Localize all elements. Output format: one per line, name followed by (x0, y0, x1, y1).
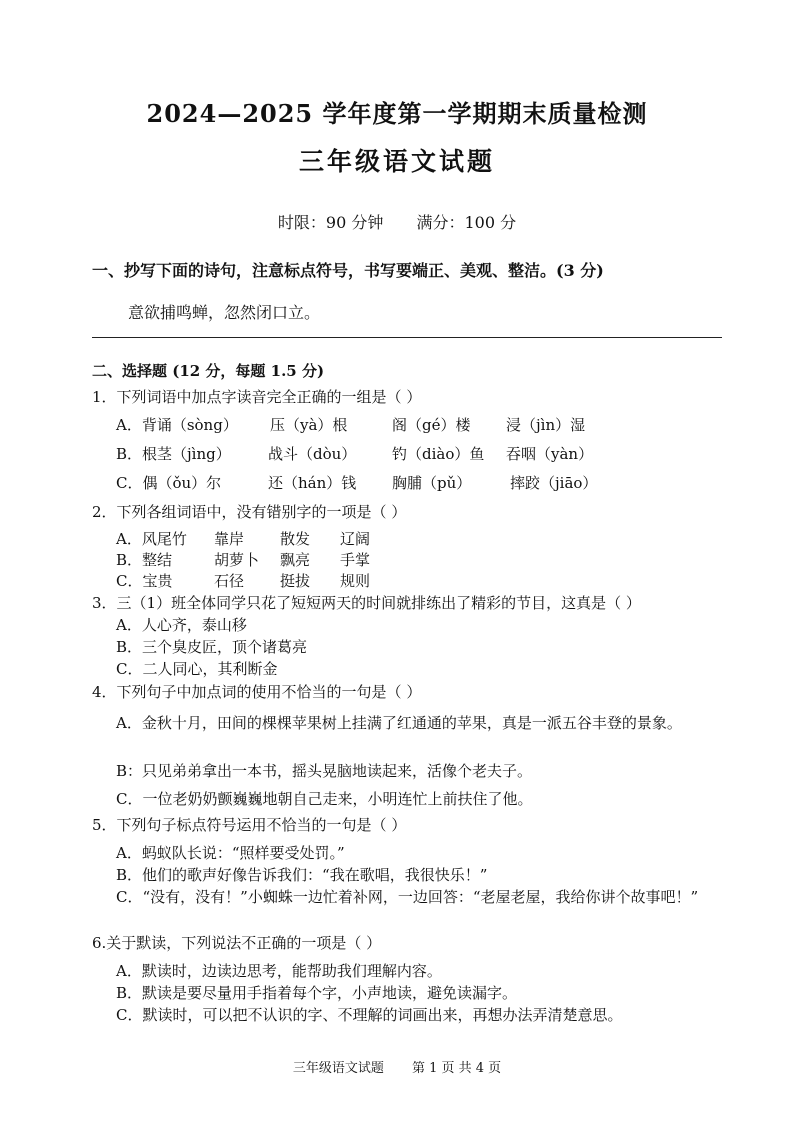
exam-info (0, 210, 794, 233)
q1-a-1: A．背诵（sòng） (116, 416, 238, 434)
q6-option-b: B．默读是要尽量用手指着每个字，小声地读，避免读漏字。 (116, 984, 518, 1002)
q2-b-3: 飘亮 (280, 551, 311, 569)
q1-c-1: C．偶（ǒu）尔 (116, 474, 222, 492)
q2-b-2: 胡萝卜 (214, 551, 260, 569)
q2-c-4: 规则 (340, 572, 371, 590)
q4-option-a: A．金秋十月，田间的棵棵苹果树上挂满了红通通的苹果，真是一派五谷丰登的景象。 (116, 714, 682, 732)
q5-stem: 5．下列句子标点符号运用不恰当的一句是（ ） (92, 816, 407, 834)
q1-b-4: 吞咽（yàn） (506, 445, 594, 463)
exam-subtitle: 三年级语文试题 (298, 147, 495, 176)
q1-c-2: 还（hán）钱 (268, 474, 357, 492)
footer-subject: 三年级语文试题 (292, 1061, 384, 1076)
q3-option-b: B．三个臭皮匠，顶个诸葛亮 (116, 638, 308, 656)
q1-b-3: 钓（diào）鱼 (392, 445, 485, 463)
time-limit: 时限：90 分钟 (277, 213, 384, 232)
full-score: 满分：100 分 (416, 213, 517, 232)
q1-a-4: 浸（jìn）湿 (506, 416, 586, 434)
q4-option-c: C．一位老奶奶颤巍巍地朝自己走来，小明连忙上前扶住了他。 (116, 790, 533, 808)
q4-option-b: B：只见弟弟拿出一本书，摇头晃脑地读起来，活像个老夫子。 (116, 762, 533, 780)
writing-line (92, 337, 722, 338)
q2-b-1: B．整结 (116, 551, 173, 569)
q1-c-3: 胸脯（pǔ） (392, 474, 472, 492)
poem-line: 意欲捕鸣蝉，忽然闭口立。 (128, 303, 321, 322)
q1-a-3: 阁（gé）楼 (392, 416, 471, 434)
q2-stem: 2．下列各组词语中，没有错别字的一项是（ ） (92, 503, 407, 521)
q1-c-4: 摔跤（jiāo） (510, 474, 598, 492)
q2-a-4: 辽阔 (340, 530, 371, 548)
q5-option-b: B．他们的歌声好像告诉我们：“我在歌唱，我很快乐！” (116, 866, 488, 884)
q3-option-c: C．二人同心，其利断金 (116, 660, 278, 678)
q6-option-c: C．默读时，可以把不认识的字、不理解的词画出来，再想办法弄清楚意思。 (116, 1006, 623, 1024)
q2-c-1: C．宝贵 (116, 572, 173, 590)
q2-c-2: 石径 (214, 572, 245, 590)
q4-stem: 4．下列句子中加点词的使用不恰当的一句是（ ） (92, 683, 422, 701)
section2-heading: 二、选择题 (12 分，每题 1.5 分) (92, 362, 325, 380)
q1-stem: 1．下列词语中加点字读音完全正确的一组是（ ） (92, 388, 422, 406)
q1-b-2: 战斗（dòu） (268, 445, 357, 463)
q3-stem: 3．三（1）班全体同学只花了短短两天的时间就排练出了精彩的节目，这真是（ ） (92, 594, 641, 612)
q2-b-4: 手掌 (340, 551, 371, 569)
page-footer (0, 1057, 794, 1076)
q1-a-2: 压（yà）根 (270, 416, 348, 434)
footer-page-number: 第 1 页 共 4 页 (411, 1061, 502, 1076)
exam-title: 2024—2025 学年度第一学期期末质量检测 (146, 99, 648, 128)
q6-option-a: A．默读时，边读边思考，能帮助我们理解内容。 (116, 962, 442, 980)
q6-stem: 6.关于默读，下列说法不正确的一项是（ ） (92, 934, 382, 952)
q2-a-1: A．风尾竹 (116, 530, 187, 548)
q1-b-1: B．根茎（jìng） (116, 445, 231, 463)
q5-option-a: A．蚂蚁队长说：“照样要受处罚。” (116, 844, 345, 862)
q5-option-c: C．“没有，没有！”小蜘蛛一边忙着补网，一边回答：“老屋老屋，我给你讲个故事吧！” (116, 888, 699, 906)
q3-option-a: A．人心齐，泰山移 (116, 616, 247, 634)
section1-heading: 一、抄写下面的诗句，注意标点符号，书写要端正、美观、整洁。(3 分) (92, 261, 604, 280)
q2-a-3: 散发 (280, 530, 311, 548)
q2-a-2: 靠岸 (214, 530, 245, 548)
q2-c-3: 挺拔 (280, 572, 311, 590)
